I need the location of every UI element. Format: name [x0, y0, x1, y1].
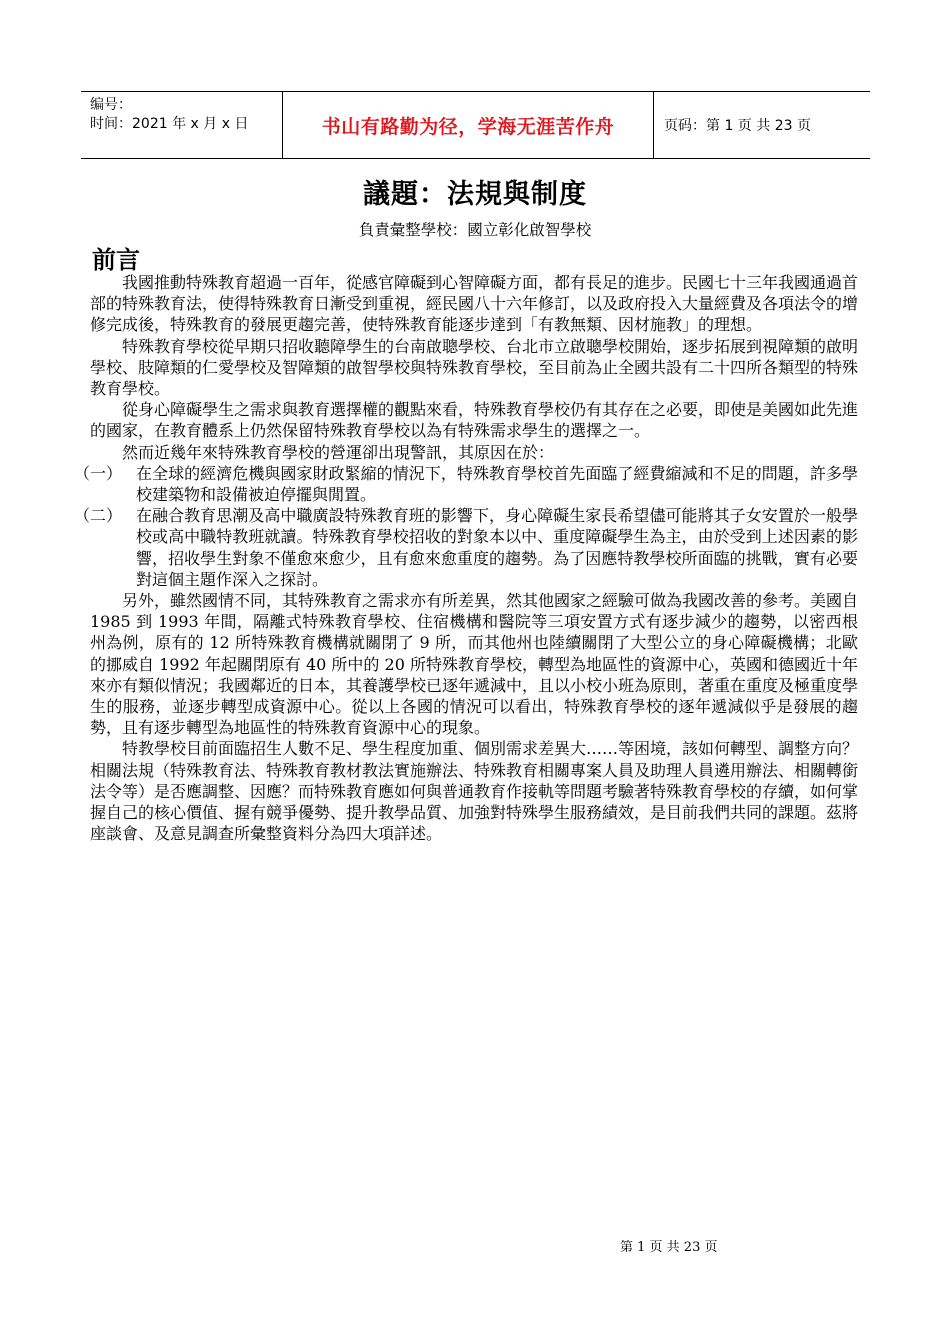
document-body — [74, 272, 859, 844]
document-title: 議題：法規與制度 — [363, 179, 587, 210]
list-marker: （一） — [74, 463, 123, 483]
list-item — [74, 505, 858, 590]
list-text: 在融合教育思潮及高中職廣設特殊教育班的影響下，身心障礙生家長希望儘可能將其子女安置於一般學校或高中職特教班就讀。特殊教育學校招收的對象本以中、重度障礙學生為主，由於受到上述因素的影響，招收學生對象不僅愈來愈少，且有愈來愈重度的趨勢。為了因應特教學校所面臨的挑戰，實有必要對這個主題作深入之探討。 — [136, 506, 858, 589]
header-meta — [81, 92, 283, 158]
paragraph: 我國推動特殊教育超過一百年，從感官障礙到心智障礙方面，都有長足的進步。民國七十三年我國通過首部的特殊教育法，使得特殊教育日漸受到重視，經民國八十六年修訂，以及政府投入大量經費及各項法令的增修完成後，特殊教育的發展更趨完善，使特殊教育能逐步達到「有教無類、因材施教」的理想。 — [90, 273, 859, 335]
section-heading: 前言 — [92, 246, 140, 274]
header-motto: 书山有路勤为径，学海无涯苦作舟 — [283, 92, 654, 158]
paragraph: 然而近幾年來特殊教育學校的營運卻出現警訊，其原因在於： — [122, 442, 555, 462]
list-text: 在全球的經濟危機與國家財政緊縮的情況下，特殊教育學校首先面臨了經費縮減和不足的問題，許多學校建築物和設備被迫停擺與閒置。 — [136, 463, 858, 505]
paragraph: 特殊教育學校從早期只招收聽障學生的台南啟聰學校、台北市立啟聰學校開始，逐步拓展到視障類的啟明學校、肢障類的仁愛學校及智障類的啟智學校與特殊教育學校，至目前為止全國共設有二十四所各類型的特殊教育學校。 — [90, 336, 859, 399]
number-label: 编号： — [90, 97, 132, 113]
list-marker: （二） — [74, 506, 123, 526]
document-subtitle: 負責彙整學校：國立彰化啟智學校 — [358, 221, 592, 239]
header-page-info: 页码：第 1 页 共 23 页 — [664, 118, 811, 134]
paragraph: 特教學校目前面臨招生人數不足、學生程度加重、個別需求差異大……等困境，該如何轉型、調整方向？相關法規（特殊教育法、特殊教育教材教法實施辦法、特殊教育相關專案人員及助理人員遴用辦法、相關轉銜法令等）是否應調整、因應？而特殊教育應如何與普通教育作接軌等問題考驗著特殊教育學校的存續，如何掌握自己的核心價值、握有競爭優勢、提升教學品質、加強對特殊學生服務績效，是目前我們共同的課題。茲將座談會、及意見調查所彙整資料分為四大項詳述。 — [90, 739, 859, 844]
date-label: 时间：2021 年 x 月 x 日 — [90, 116, 249, 132]
paragraph: 另外，雖然國情不同，其特殊教育之需求亦有所差異，然其他國家之經驗可做為我國改善的參考。美國自 1985 到 1993 年間，隔離式特殊教育學校、住宿機構和醫院等三項安置方式有逐步減少的趨勢，以密西根州為例，原有的 12 所特殊教育機構就關閉了 9 所，而其他州也陸續關閉了大型公立的身心障礙機構；北歐的挪威自 1992 年起關閉原有 40 所中的 20 所特殊教育學校，轉型為地區性的資源中心，英國和德國近十年來亦有類似情況；我國鄰近的日本，其養護學校已逐年遞減中，且以小校小班為原則，著重在重度及極重度學生的服務，並逐步轉型成資源中心。從以上各國的情況可以看出，特殊教育學校的逐年遞減似乎是發展的趨勢，且有逐步轉型為地區性的特殊教育資源中心的現象。 — [90, 591, 859, 738]
list-item — [74, 463, 858, 505]
document-header — [81, 91, 870, 159]
paragraph: 從身心障礙學生之需求與教育選擇權的觀點來看，特殊教育學校仍有其存在之必要，即使是美國如此先進的國家，在教育體系上仍然保留特殊教育學校以為有特殊需求學生的選擇之一。 — [90, 400, 859, 441]
page-footer: 第 1 页 共 23 页 — [620, 1240, 718, 1255]
